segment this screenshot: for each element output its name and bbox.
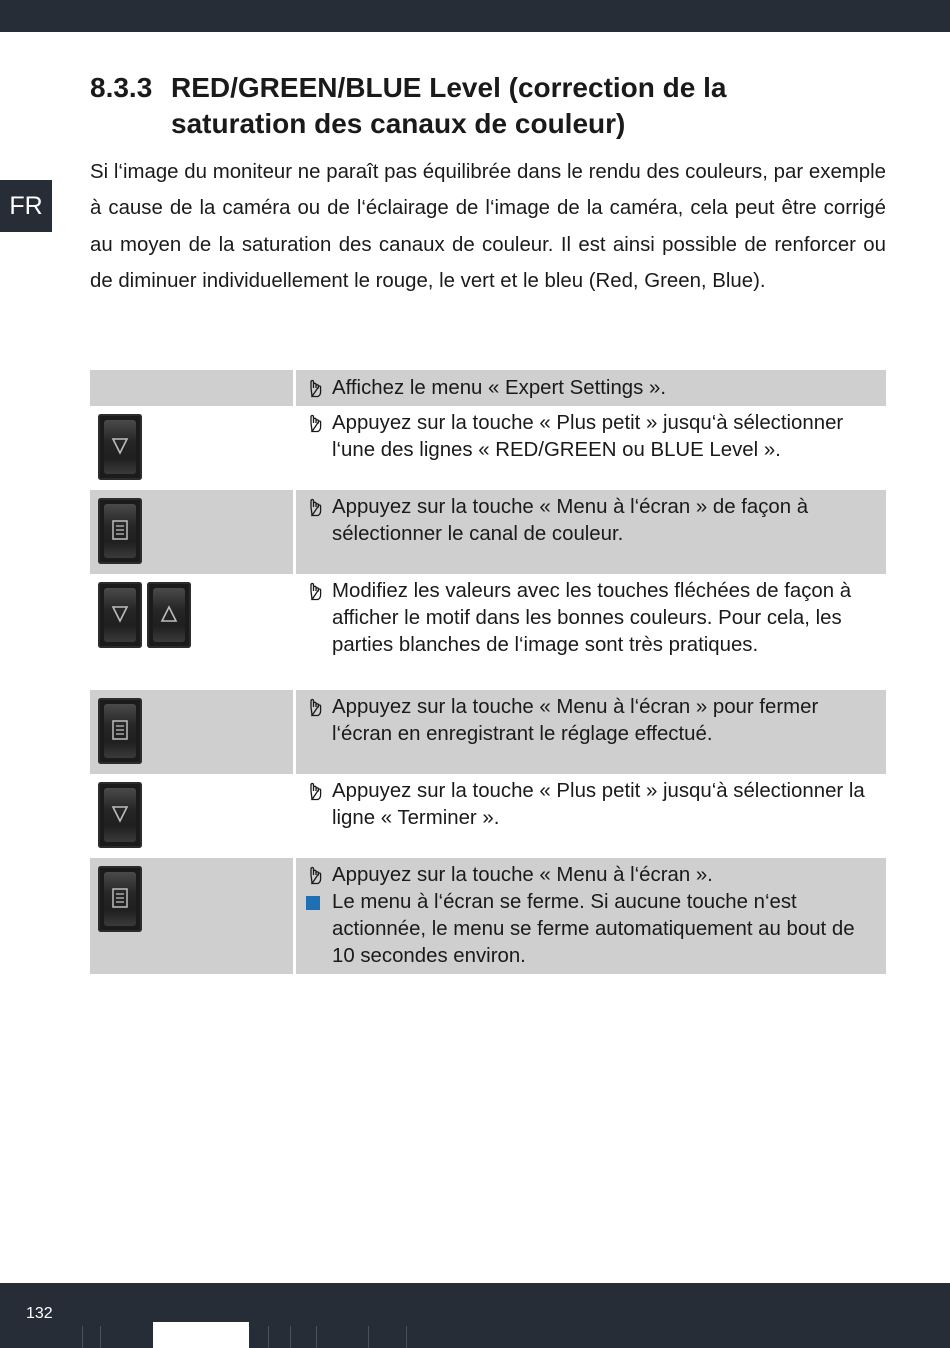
pointing-hand-icon: [306, 498, 326, 518]
footer-divider: [290, 1326, 291, 1348]
table-row: [90, 690, 886, 774]
result-item: [306, 889, 881, 971]
menu-key-icon: [98, 698, 142, 764]
top-bar: [0, 0, 950, 32]
pointing-hand-icon: [306, 582, 326, 602]
step-cell: [296, 858, 886, 974]
step-item: [306, 375, 881, 402]
step-item: [306, 862, 881, 889]
table-row: [90, 858, 886, 974]
step-item: [306, 410, 881, 464]
pointing-hand-icon: [306, 866, 326, 886]
language-label: FR: [9, 191, 43, 220]
menu-key-icon: [98, 866, 142, 932]
step-item: [306, 578, 881, 660]
pointing-hand-icon: [306, 782, 326, 802]
up-arrow-key-icon: [147, 582, 191, 648]
key-cell: [90, 858, 293, 974]
language-tab: [0, 180, 52, 232]
table-row: [90, 406, 886, 490]
bottom-bar: [0, 1283, 950, 1348]
key-cell: [90, 574, 293, 690]
key-cell: [90, 370, 293, 406]
step-text: Appuyez sur la touche « Menu à l‘écran ».: [332, 864, 713, 886]
key-cell: [90, 774, 293, 858]
step-item: [306, 494, 881, 548]
result-text: Le menu à l‘écran se ferme. Si aucune touche n‘est actionnée, le menu se ferme automatiquement au bout de 10 secondes environ.: [332, 891, 855, 968]
step-cell: [296, 406, 886, 490]
section-title: RED/GREEN/BLUE Level (correction de la saturation des canaux de couleur): [171, 72, 727, 139]
pointing-hand-icon: [306, 379, 326, 399]
step-text: Affichez le menu « Expert Settings ».: [332, 377, 666, 399]
step-text: Appuyez sur la touche « Menu à l‘écran » pour fermer l‘écran en enregistrant le réglage effectué.: [332, 696, 819, 746]
page-number: 132: [26, 1305, 53, 1322]
down-arrow-key-icon: [98, 782, 142, 848]
table-row: [90, 574, 886, 690]
blue-square-bullet-icon: [306, 896, 320, 910]
step-cell: [296, 774, 886, 858]
step-item: [306, 694, 881, 748]
step-cell: [296, 690, 886, 774]
footer-tab: [153, 1322, 249, 1348]
footer-divider: [406, 1326, 407, 1348]
section-number: 8.3.3: [90, 72, 153, 103]
footer-divider: [82, 1326, 83, 1348]
menu-key-icon: [98, 498, 142, 564]
step-cell: [296, 574, 886, 690]
down-arrow-key-icon: [98, 414, 142, 480]
footer-divider: [268, 1326, 269, 1348]
footer-divider: [316, 1326, 317, 1348]
step-text: Appuyez sur la touche « Menu à l‘écran » de façon à sélectionner le canal de couleur.: [332, 496, 809, 546]
down-arrow-key-icon: [98, 582, 142, 648]
table-row: [90, 490, 886, 574]
step-text: Appuyez sur la touche « Plus petit » jusqu‘à sélectionner l‘une des lignes « RED/GREEN ou BLUE Level ».: [332, 412, 844, 462]
footer-divider: [100, 1326, 101, 1348]
step-text: Appuyez sur la touche « Plus petit » jusqu‘à sélectionner la ligne « Terminer ».: [332, 780, 865, 830]
step-item: [306, 778, 881, 832]
footer-divider: [368, 1326, 369, 1348]
step-cell: [296, 370, 886, 406]
table-row: [90, 370, 886, 406]
key-cell: [90, 406, 293, 490]
key-cell: [90, 490, 293, 574]
step-cell: [296, 490, 886, 574]
pointing-hand-icon: [306, 414, 326, 434]
pointing-hand-icon: [306, 698, 326, 718]
intro-paragraph: Si l‘image du moniteur ne paraît pas équilibrée dans le rendu des couleurs, par exemple à cause de la caméra ou de l‘éclairage de l‘image de la caméra, cela peut être corrigé au moyen de la saturation des canaux de couleur. Il est ainsi possible de renforcer ou de diminuer individuellement le rouge, le vert et le bleu (Red, Green, Blue).: [90, 161, 886, 293]
step-text: Modifiez les valeurs avec les touches fléchées de façon à afficher le motif dans les bonnes couleurs. Pour cela, les parties blanches de l‘image sont très pratiques.: [332, 580, 852, 657]
key-cell: [90, 690, 293, 774]
section-heading: [90, 70, 890, 142]
table-row: [90, 774, 886, 858]
